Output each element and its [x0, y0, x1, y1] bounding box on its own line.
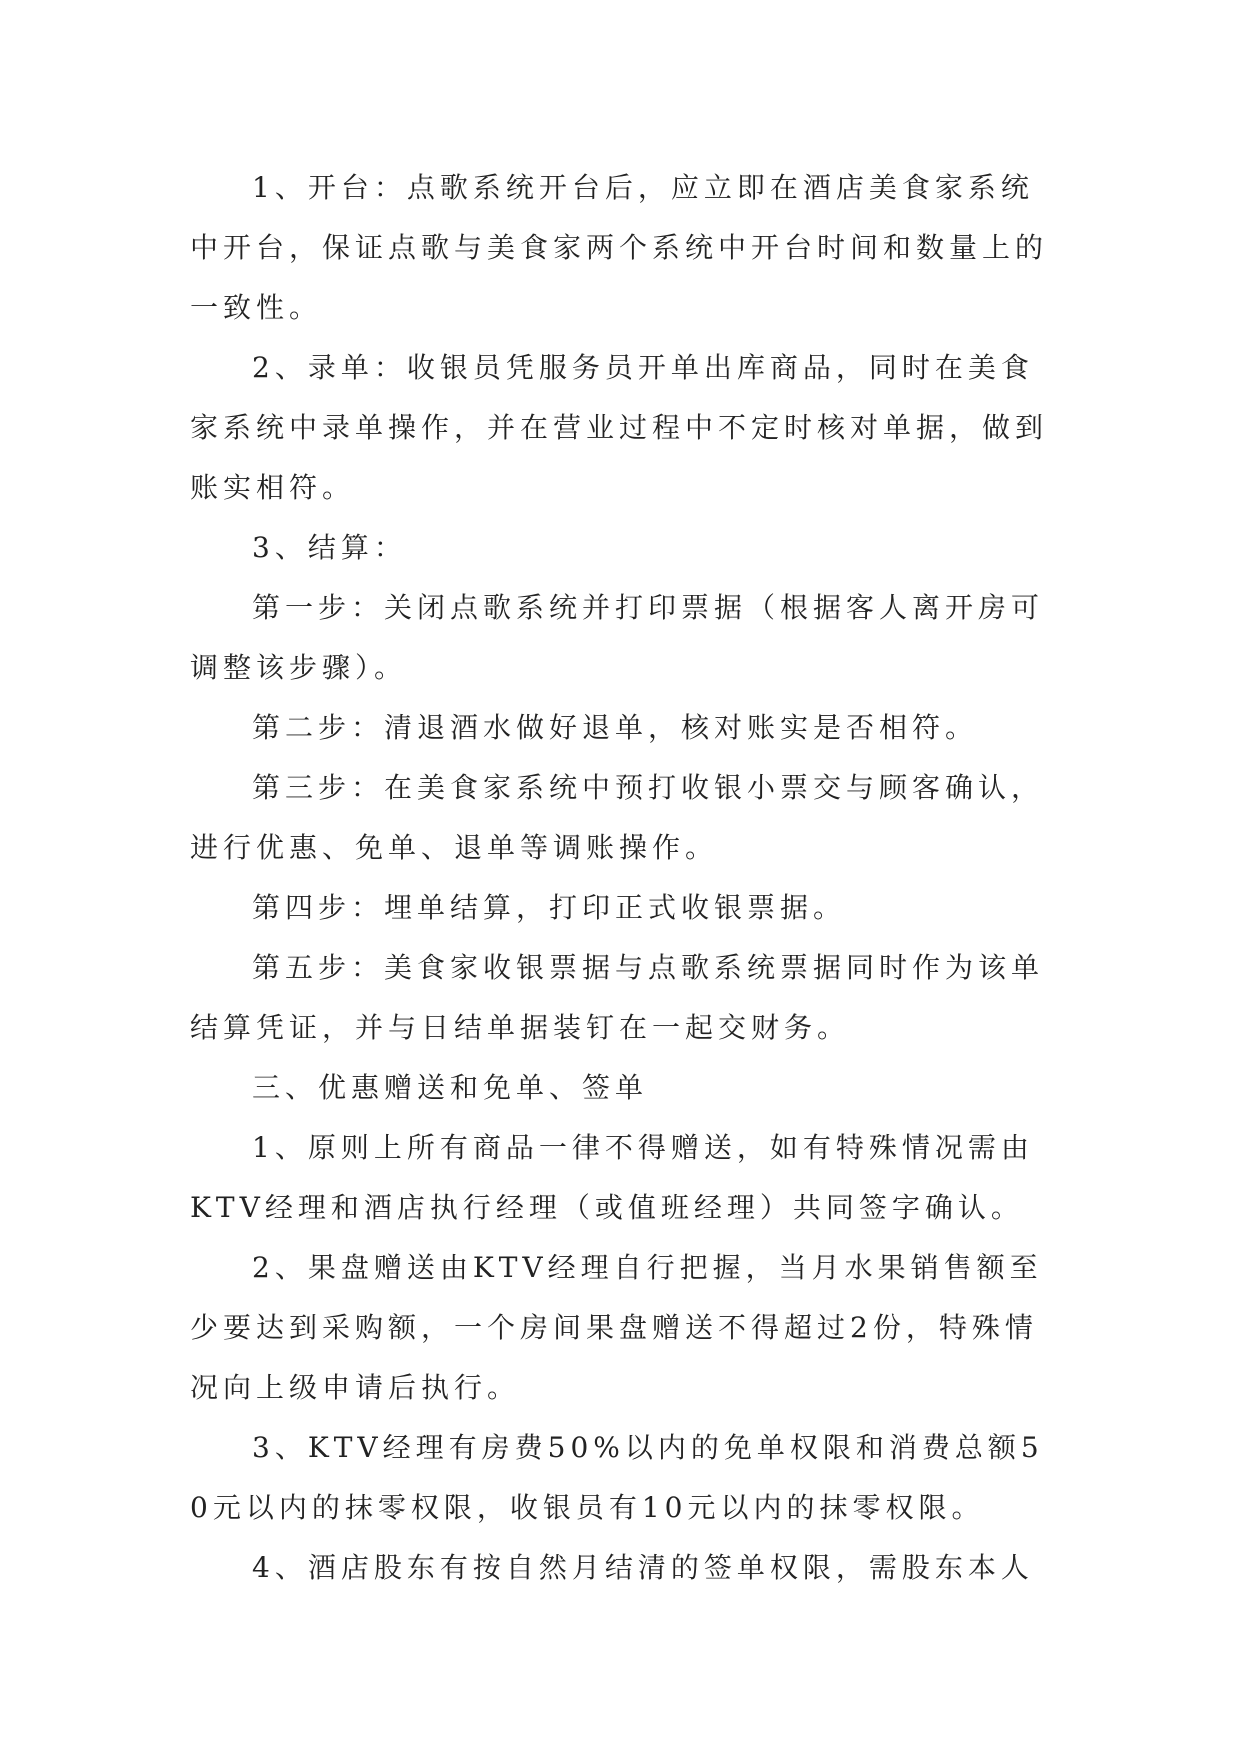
paragraph-step-two: 第二步：清退酒水做好退单，核对账实是否相符。: [252, 711, 979, 744]
paragraph-fruit-platter-rule: 2、果盘赠送由KTV经理自行把握，当月水果销售额至少要达到采购额，一个房间果盘赠送不得超过2份，特殊情况向上级申请后执行。: [190, 1251, 1043, 1404]
paragraph-step-four: 第四步：埋单结算，打印正式收银票据。: [252, 891, 847, 924]
paragraph-settlement-heading: 3、结算：: [252, 531, 407, 564]
paragraph-step-three: 第三步：在美食家系统中预打收银小票交与顾客确认，进行优惠、免单、退单等调账操作。: [190, 771, 1045, 864]
paragraph-order-entry: 2、录单：收银员凭服务员开单出库商品，同时在美食家系统中录单操作，并在营业过程中不定时核对单据，做到账实相符。: [190, 351, 1049, 504]
document-body: [190, 158, 1050, 1598]
paragraph-waiver-authority: 3、KTV经理有房费50%以内的免单权限和消费总额50元以内的抹零权限，收银员有10元以内的抹零权限。: [190, 1431, 1044, 1524]
paragraph-no-gifts-rule: 1、原则上所有商品一律不得赠送，如有特殊情况需由KTV经理和酒店执行经理（或值班经理）共同签字确认。: [190, 1131, 1034, 1224]
section-heading-discounts: 三、优惠赠送和免单、签单: [252, 1071, 649, 1104]
paragraph-step-five: 第五步：美食家收银票据与点歌系统票据同时作为该单结算凭证，并与日结单据装钉在一起交财务。: [190, 951, 1045, 1044]
paragraph-shareholder-signing: 4、酒店股东有按自然月结清的签单权限，需股东本人: [252, 1551, 1034, 1584]
paragraph-opening-table: 1、开台：点歌系统开台后，应立即在酒店美食家系统中开台，保证点歌与美食家两个系统中开台时间和数量上的一致性。: [190, 171, 1049, 324]
paragraph-step-one: 第一步：关闭点歌系统并打印票据（根据客人离开房可调整该步骤）。: [190, 591, 1045, 684]
